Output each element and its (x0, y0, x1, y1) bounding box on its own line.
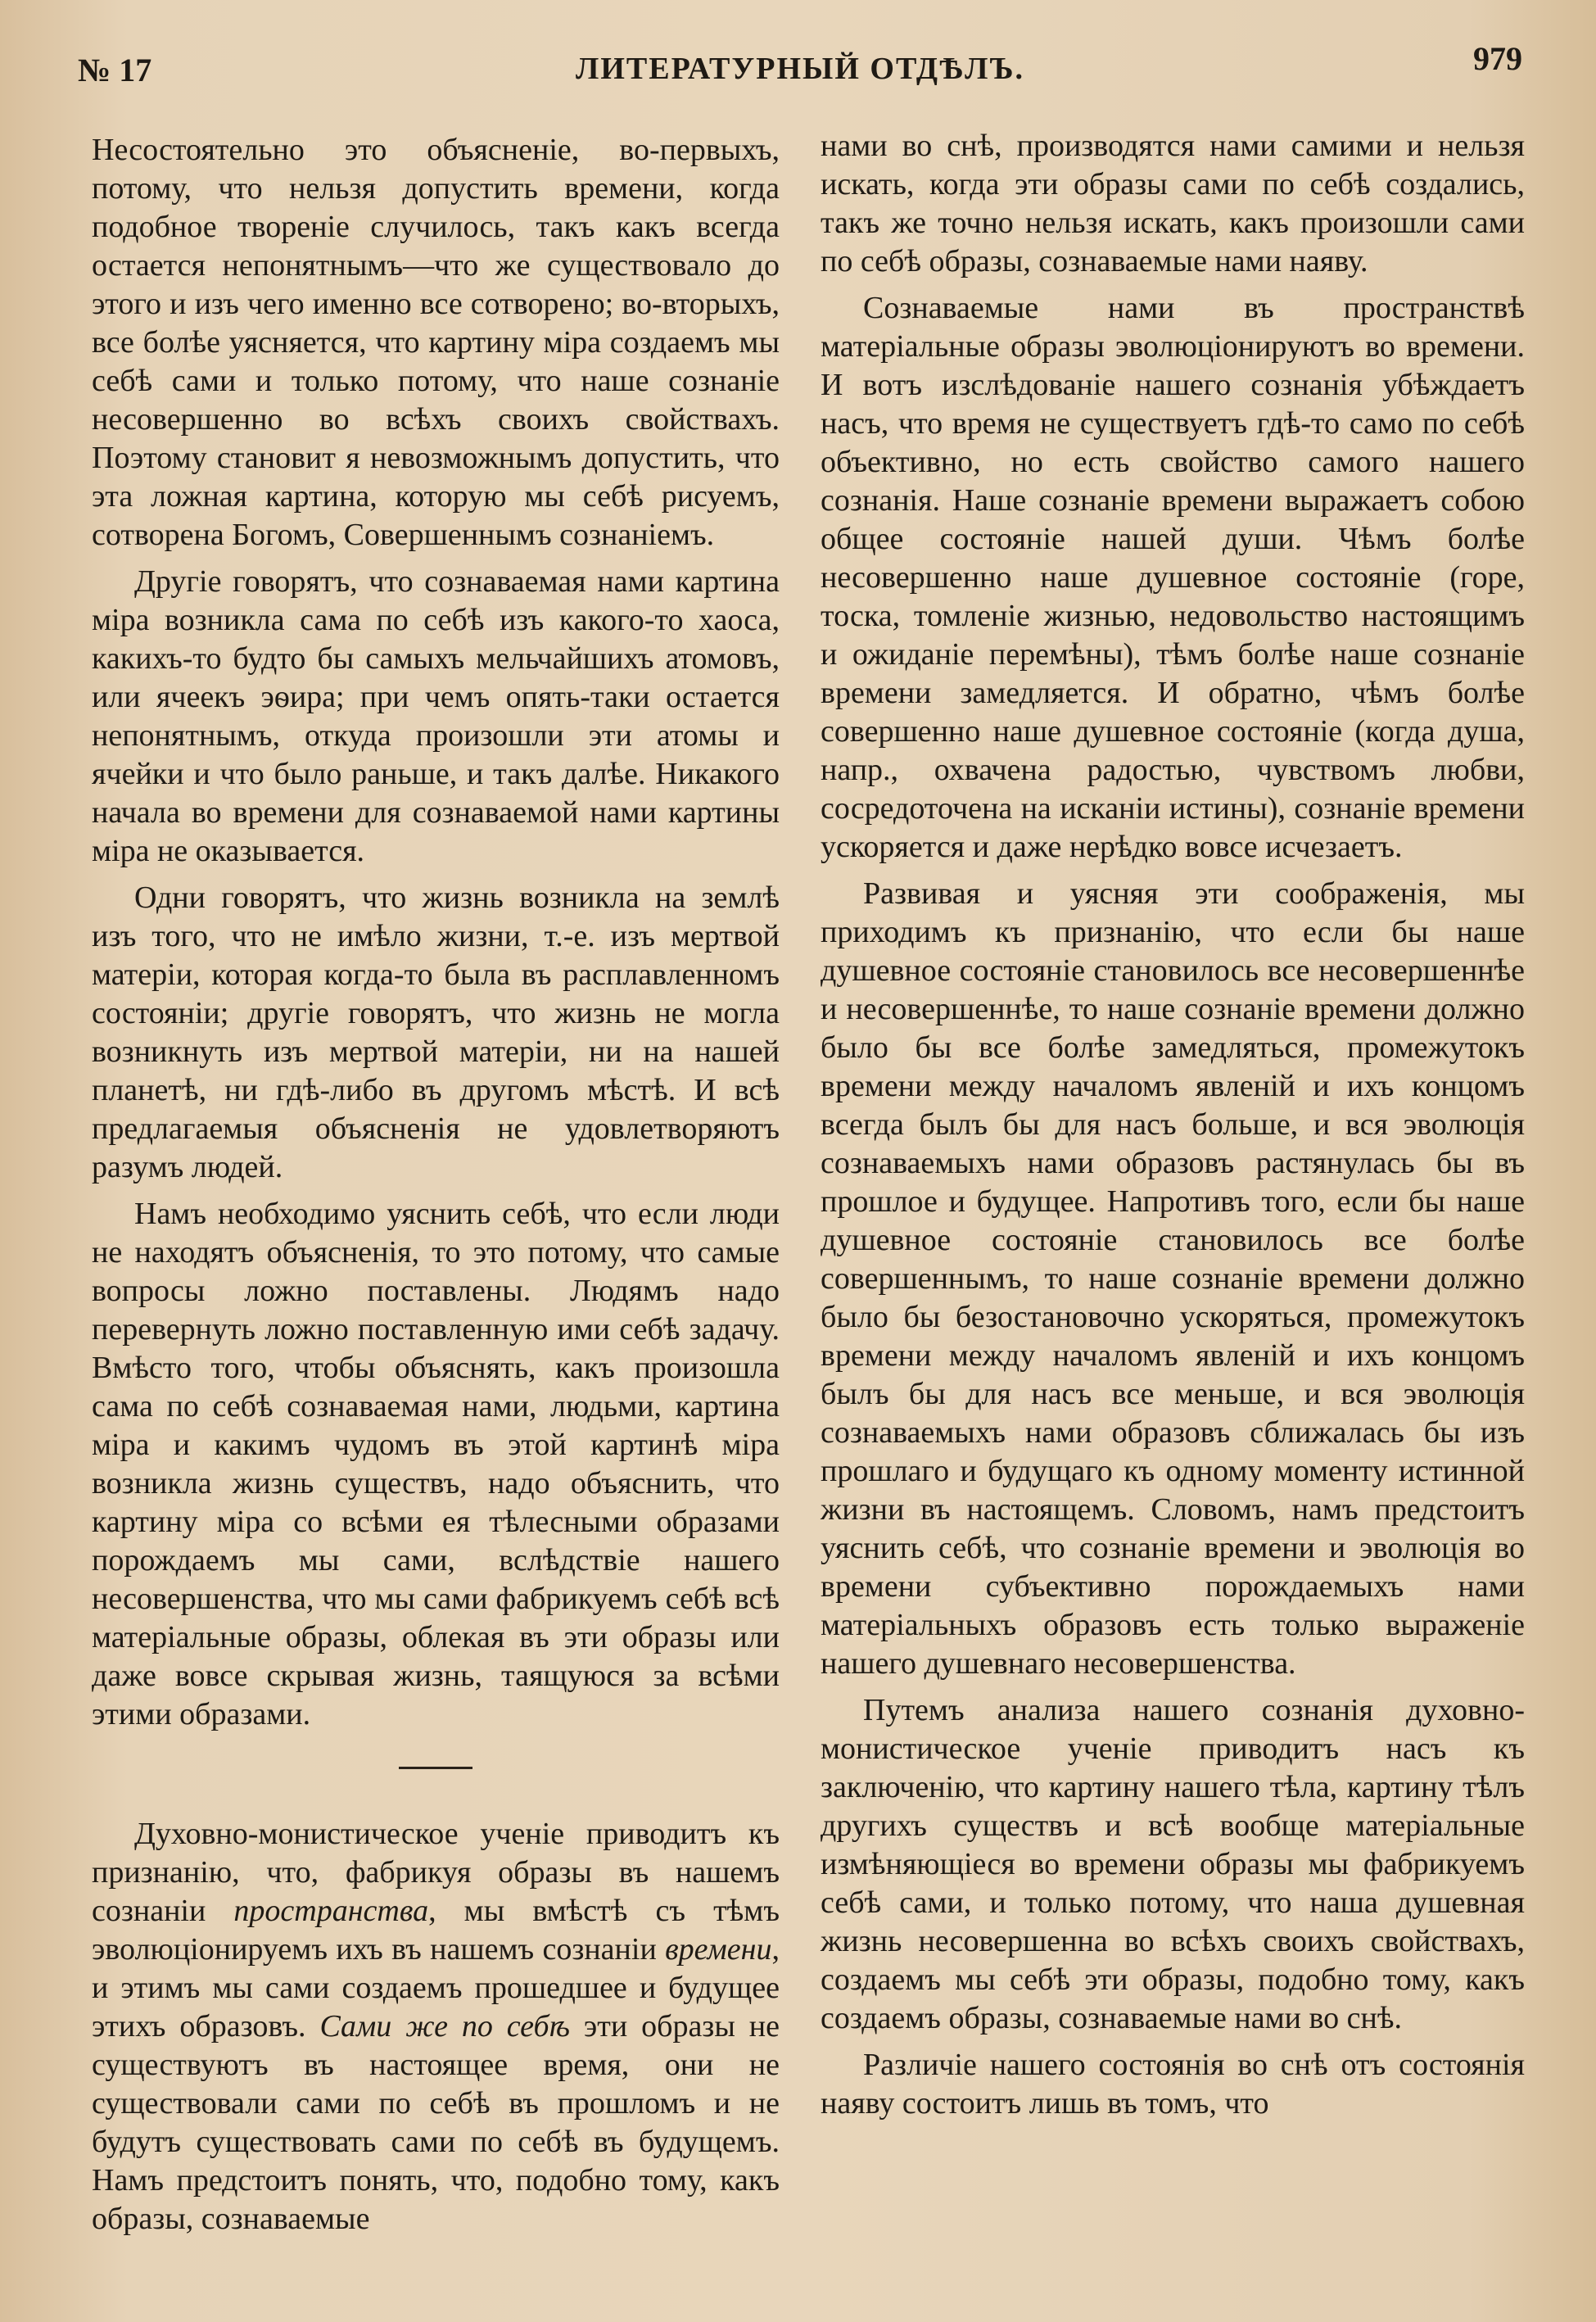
text-run: эти образы не существуютъ въ настоящее время, они не существовали сами по себѣ въ прошломъ и не будутъ существовать сами по себѣ въ будущемъ. Намъ предстоитъ понять, что, подобно тому, какъ образы, сознаваемые (92, 2009, 780, 2236)
paragraph: Различіе нашего состоянія во снѣ отъ состоянія наяву состоитъ лишь въ томъ, что (821, 2048, 1525, 2121)
paragraph: Одни говорятъ, что жизнь возникла на землѣ изъ того, что не имѣло жизни, т.-е. изъ мертвой матеріи, которая когда-то была въ расплавленномъ состояніи; другіе говорятъ, что жизнь не могла возникнуть изъ мертвой матеріи, ни на нашей планетѣ, ни гдѣ-либо въ другомъ мѣстѣ. И всѣ предлагаемыя объясненія не удовлетворяютъ разумъ людей. (92, 880, 780, 1184)
text-run: , мы вмѣстѣ съ тѣмъ эволюціонируемъ ихъ въ нашемъ сознаніи (92, 1894, 780, 1967)
paragraph (92, 1815, 780, 2238)
section-title: ЛИТЕРАТУРНЫЙ ОТДѢЛЪ. (576, 52, 1024, 86)
italic-text: пространства (233, 1894, 429, 1928)
italic-text: Сами же по себѣ (319, 2009, 570, 2044)
paragraph: Другіе говорятъ, что сознаваемая нами картина міра возникла сама по себѣ изъ какого-то хаоса, какихъ-то будто бы самыхъ мельчайшихъ атомовъ, или ячеекъ эѳира; при чемъ опять-таки остается непонятнымъ, откуда произошли эти атомы и ячейки и что было раньше, и такъ далѣе. Никакого начала во времени для сознаваемой нами картины міра не оказывается. (92, 564, 780, 868)
left-column (92, 131, 780, 2247)
text-run: , и этимъ мы сами создаемъ прошедшее и будущее этихъ образовъ. (92, 1932, 780, 2044)
paragraph: Несостоятельно это объясненіе, во-первыхъ, потому, что нельзя допустить времени, когда подобное твореніе случилось, такъ какъ всегда остается непонятнымъ—что же существовало до этого и изъ чего именно все сотворено; во-вторыхъ, все болѣе уясняется, что картину міра создаемъ мы себѣ сами и только потому, что наше сознаніе несовершенно во всѣхъ своихъ свойствахъ. Поэтому становит я невозможнымъ допустить, что эта ложная картина, которую мы себѣ рисуемъ, сотворена Богомъ, Совершеннымъ сознаніемъ. (92, 133, 780, 552)
right-column (821, 127, 1525, 2131)
page-header (78, 34, 1522, 100)
paragraph: Сознаваемые нами въ пространствѣ матеріальные образы эволюціонируютъ во времени. И вотъ изслѣдованіе нашего сознанія убѣждаетъ насъ, что время не существуетъ гдѣ-то само по себѣ объективно, но есть свойство самого нашего сознанія. Наше сознаніе времени выражаетъ собою общее состояніе нашей души. Чѣмъ болѣе несовершенно наше душевное состояніе (горе, тоска, томленіе жизнью, недовольство настоящимъ и ожиданіе перемѣны), тѣмъ болѣе наше сознаніе времени замедляется. И обратно, чѣмъ болѣе совершенно наше душевное состояніе (когда душа, напр., охвачена радостью, чувствомъ любви, сосредоточена на исканіи истины), сознаніе времени ускоряется и даже нерѣдко вовсе исчезаетъ. (821, 291, 1525, 864)
italic-text: времени (665, 1932, 772, 1967)
paragraph: Намъ необходимо уяснить себѣ, что если люди не находятъ объясненія, то это потому, что самые вопросы ложно поставлены. Людямъ надо перевернуть ложно поставленную ими себѣ задачу. Вмѣсто того, чтобы объяснять, какъ произошла сама по себѣ сознаваемая нами, людьми, картина міра и какимъ чудомъ въ этой картинѣ міра возникла жизнь существъ, надо объяснить, что картину міра со всѣми ея тѣлесными образами порождаемъ мы сами, вслѣдствіе нашего несовершенства, что мы сами фабрикуемъ себѣ всѣ матеріальные образы, облекая въ эти образы или даже вовсе скрывая жизнь, таящуюся за всѣми этими образами. (92, 1197, 780, 1731)
paragraph: Развивая и уясняя эти соображенія, мы приходимъ къ признанію, что если бы наше душевное состояніе становилось все несовершеннѣе и несовершеннѣе, то наше сознаніе времени должно было бы все болѣе замедляться, промежутокъ времени между началомъ явленій и ихъ концомъ всегда былъ бы для насъ больше, и вся эволюція сознаваемыхъ нами образовъ растянулась бы въ прошлое и будущее. Напротивъ того, если бы наше душевное состояніе становилось все болѣе совершеннымъ, то наше сознаніе времени должно было бы безостановочно ускоряться, промежутокъ времени между началомъ явленій и ихъ концомъ былъ бы для насъ все меньше, и вся эволюція сознаваемыхъ нами образовъ сближалась бы изъ прошлаго и будущаго къ одному моменту истинной жизни въ настоящемъ. Словомъ, намъ предстоитъ уяснить себѣ, что сознаніе времени и эволюція во времени субъективно порождаемыхъ нами матеріальныхъ образовъ есть только выраженіе нашего душевнаго несовершенства. (821, 876, 1525, 1681)
text-run: Духовно-монистическое ученіе приводитъ къ признанію, что, фабрикуя образы въ нашемъ сознаніи (92, 1817, 780, 1928)
paragraph: нами во снѣ, производятся нами самими и нельзя искать, когда эти образы сами по себѣ создались, такъ же точно нельзя искать, какъ произошли сами по себѣ образы, сознаваемые нами наяву. (821, 129, 1525, 278)
page-number: 979 (1473, 40, 1522, 77)
paragraph: Путемъ анализа нашего сознанія духовно-монистическое ученіе приводитъ насъ къ заключенію, что картину нашего тѣла, картину тѣлъ другихъ существъ и всѣ вообще матеріальные измѣняющіеся во времени образы мы фабрикуемъ себѣ сами, и только потому, что наша душевная жизнь несовершенна во всѣхъ своихъ свойствахъ, создаемъ мы себѣ эти образы, подобно тому, какъ создаемъ образы, сознаваемые нами во снѣ. (821, 1693, 1525, 2035)
section-separator (399, 1767, 472, 1769)
issue-number: № 17 (78, 52, 152, 88)
